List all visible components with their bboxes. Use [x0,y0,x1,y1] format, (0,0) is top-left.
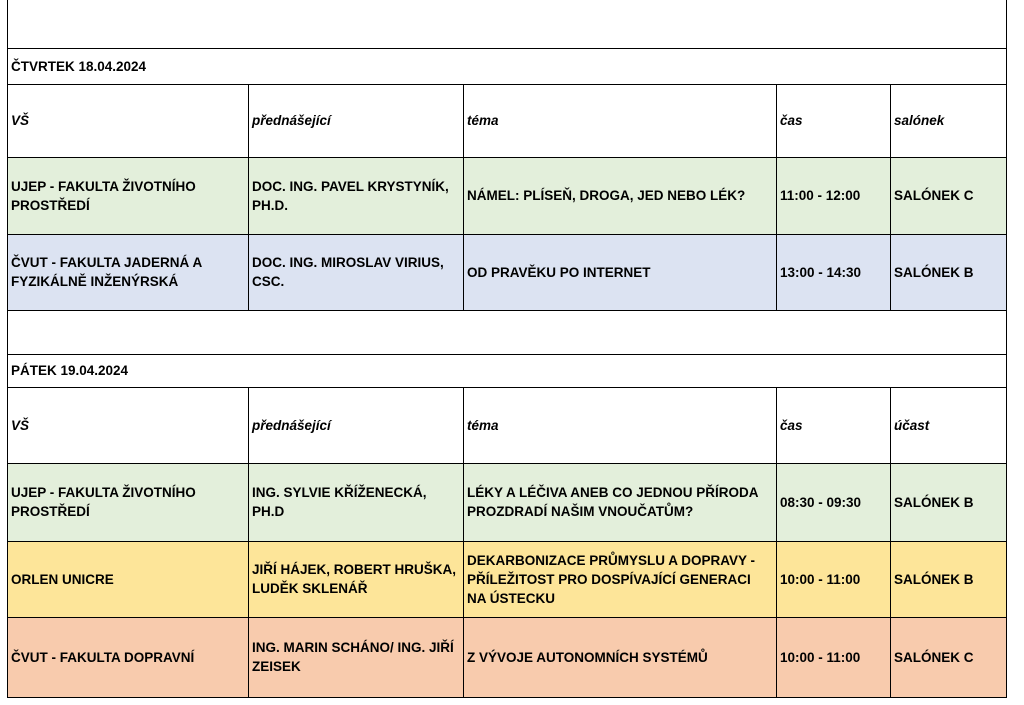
cell-speaker: DOC. ING. MIROSLAV VIRIUS, CSC. [249,234,464,310]
header-vs: VŠ [8,84,249,157]
cell-vs: UJEP - FAKULTA ŽIVOTNÍHO PROSTŘEDÍ [8,157,249,234]
table-row [8,234,1007,310]
cell-vs: UJEP - FAKULTA ŽIVOTNÍHO PROSTŘEDÍ [8,463,249,541]
cell-room: SALÓNEK B [891,463,1007,541]
cell-time: 10:00 - 11:00 [777,541,891,617]
cell-time: 10:00 - 11:00 [777,617,891,697]
header-speaker: přednášející [249,387,464,463]
day-title-row [8,354,1007,387]
day-title: ČTVRTEK 18.04.2024 [8,48,1007,84]
cell-speaker: JIŘÍ HÁJEK, ROBERT HRUŠKA, LUDĚK SKLENÁŘ [249,541,464,617]
cell-speaker: ING. SYLVIE KŘÍŽENECKÁ, PH.D [249,463,464,541]
header-time: čas [777,84,891,157]
header-room: účast [891,387,1007,463]
schedule-table [7,0,1007,698]
cell-speaker: ING. MARIN SCHÁNO/ ING. JIŘÍ ZEISEK [249,617,464,697]
cell-time: 13:00 - 14:30 [777,234,891,310]
header-row [8,84,1007,157]
cell-topic: NÁMEL: PLÍSEŇ, DROGA, JED NEBO LÉK? [464,157,777,234]
cell-vs: ČVUT - FAKULTA JADERNÁ A FYZIKÁLNĚ INŽENÝRSKÁ [8,234,249,310]
header-row [8,387,1007,463]
header-room: salónek [891,84,1007,157]
spacer-row [8,310,1007,354]
cell-room: SALÓNEK C [891,617,1007,697]
header-topic: téma [464,387,777,463]
cell-speaker: DOC. ING. PAVEL KRYSTYNÍK, PH.D. [249,157,464,234]
cell-vs: ČVUT - FAKULTA DOPRAVNÍ [8,617,249,697]
cell-topic: OD PRAVĚKU PO INTERNET [464,234,777,310]
cell-time: 11:00 - 12:00 [777,157,891,234]
cell-topic: DEKARBONIZACE PRŮMYSLU A DOPRAVY - PŘÍLEŽITOST PRO DOSPÍVAJÍCÍ GENERACI NA ÚSTECKU [464,541,777,617]
table-row [8,617,1007,697]
day-title-row [8,48,1007,84]
header-speaker: přednášející [249,84,464,157]
day-title: PÁTEK 19.04.2024 [8,354,1007,387]
cell-topic: LÉKY A LÉČIVA ANEB CO JEDNOU PŘÍRODA PROZDRADÍ NAŠIM VNOUČATŮM? [464,463,777,541]
header-vs: VŠ [8,387,249,463]
cell-room: SALÓNEK B [891,541,1007,617]
table-row [8,541,1007,617]
cell-room: SALÓNEK B [891,234,1007,310]
cell-topic: Z VÝVOJE AUTONOMNÍCH SYSTÉMŮ [464,617,777,697]
header-time: čas [777,387,891,463]
header-topic: téma [464,84,777,157]
cell-time: 08:30 - 09:30 [777,463,891,541]
cell-vs: ORLEN UNICRE [8,541,249,617]
table-row [8,463,1007,541]
blank-row [8,0,1007,48]
cell-room: SALÓNEK C [891,157,1007,234]
table-row [8,157,1007,234]
